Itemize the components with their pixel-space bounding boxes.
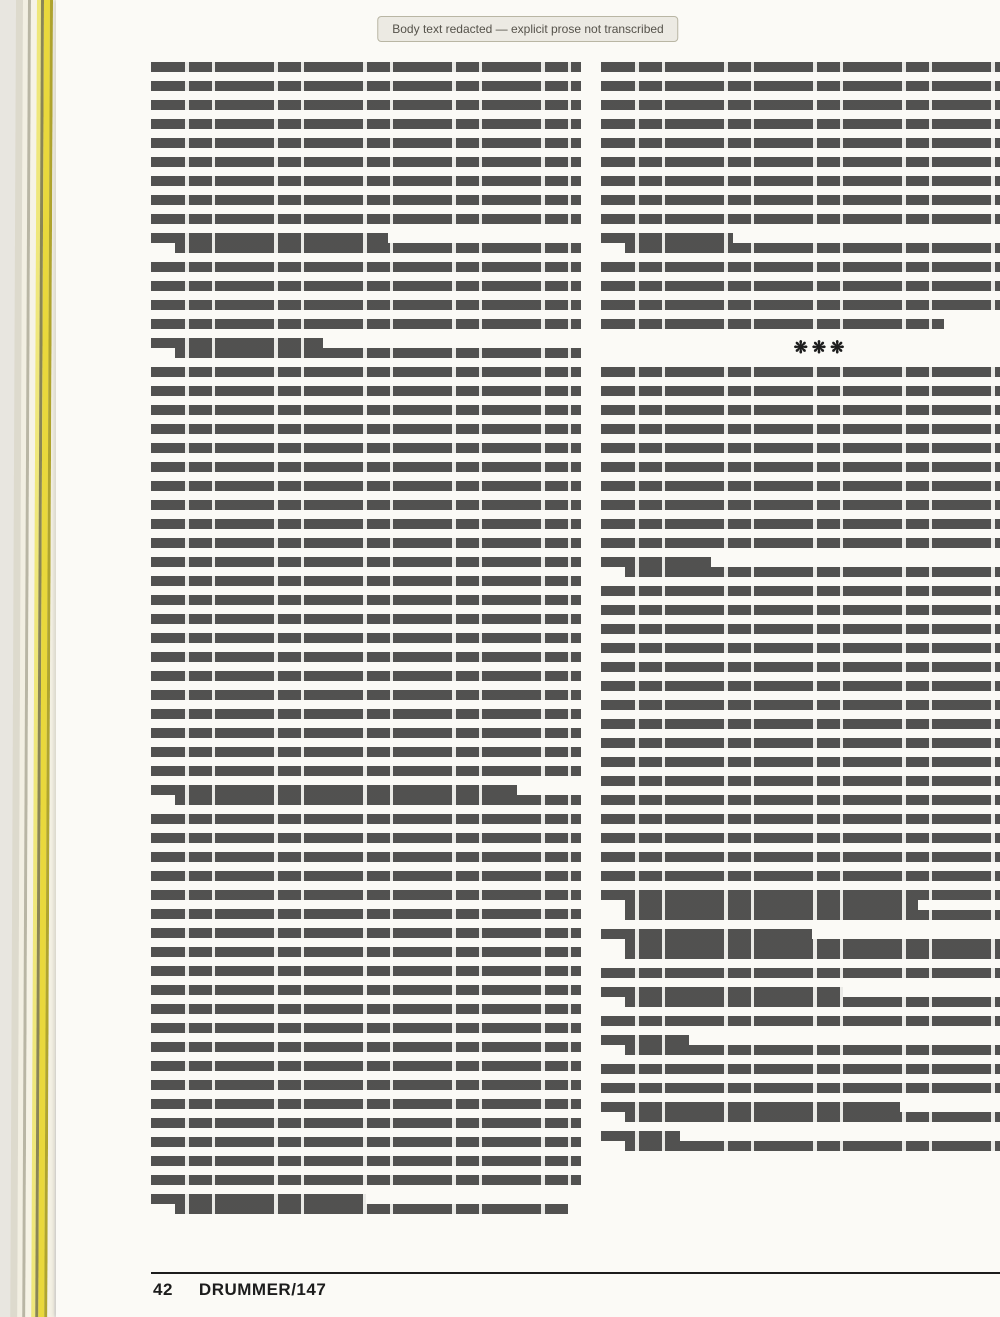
page-number: 42 [153,1280,173,1299]
redacted-paragraph [151,62,581,243]
magazine-page-edges [10,0,60,1317]
redaction-notice: Body text redacted — explicit prose not transcribed [377,16,678,42]
magazine-title: DRUMMER/147 [198,1280,327,1299]
section-divider: ❋❋❋ [793,338,849,357]
redacted-paragraph [601,1141,1000,1151]
redacted-paragraph [601,910,1000,939]
redacted-paragraph [601,1112,1000,1141]
redacted-paragraph [601,997,1000,1045]
magazine-page [56,0,1000,1317]
text-column-right [601,62,1000,1151]
redacted-paragraph [601,567,1000,900]
redacted-paragraph [601,62,1000,243]
redacted-paragraph [151,1204,581,1214]
redacted-paragraph [601,949,1000,997]
redacted-paragraph [601,367,1000,567]
footer-rule [151,1272,1000,1274]
redacted-paragraph [601,939,1000,949]
redacted-paragraph [601,1045,1000,1112]
page-footer [153,1280,326,1300]
redacted-paragraph [601,243,1000,329]
redacted-paragraph [151,795,581,1204]
redacted-paragraph [601,900,1000,910]
redacted-paragraph [151,348,581,795]
text-column-left [151,62,581,1214]
redacted-paragraph [151,243,581,348]
